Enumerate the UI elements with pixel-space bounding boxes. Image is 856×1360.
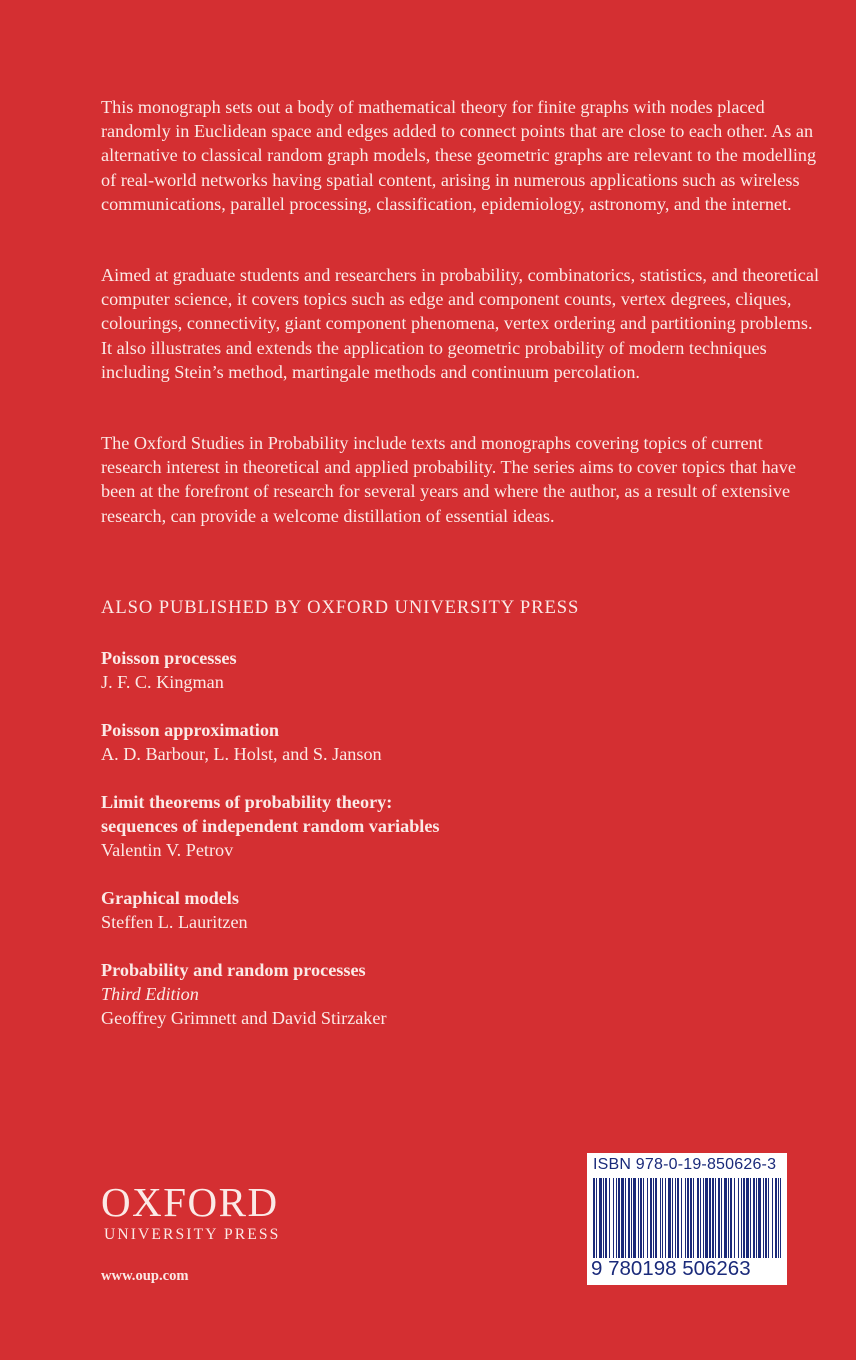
barcode-bar: [613, 1178, 614, 1258]
barcode-bar: [685, 1178, 686, 1258]
barcode-bar: [772, 1178, 773, 1258]
book-authors: A. D. Barbour, L. Holst, and S. Janson: [101, 744, 382, 764]
book-title: Poisson approximation: [101, 720, 280, 740]
barcode-bar: [724, 1178, 727, 1258]
barcode-bar: [675, 1178, 676, 1258]
book-item: [101, 718, 801, 766]
publisher-website: www.oup.com: [101, 1268, 189, 1284]
barcode-bar: [780, 1178, 781, 1258]
book-authors: Geoffrey Grimnett and David Stirzaker: [101, 1008, 387, 1028]
barcode-bar: [778, 1178, 779, 1258]
barcode-bar: [690, 1178, 692, 1258]
barcode-bar: [775, 1178, 777, 1258]
barcode-bar: [741, 1178, 742, 1258]
book-edition: Third Edition: [101, 984, 199, 1004]
barcode-bar: [628, 1178, 630, 1258]
barcode-bar: [703, 1178, 704, 1258]
barcode-bar: [633, 1178, 636, 1258]
barcode-bar: [665, 1178, 666, 1258]
book-authors: Valentin V. Petrov: [101, 840, 234, 860]
barcode-bar: [640, 1178, 642, 1258]
barcode-bars-icon: [593, 1178, 781, 1258]
barcode-bar: [746, 1178, 749, 1258]
isbn-label: ISBN 978-0-19-850626-3: [593, 1156, 777, 1173]
barcode-bar: [753, 1178, 755, 1258]
barcode-bar: [728, 1178, 729, 1258]
barcode-bar: [705, 1178, 708, 1258]
book-item: [101, 958, 801, 1030]
barcode-bar: [700, 1178, 701, 1258]
barcode-bar: [618, 1178, 620, 1258]
barcode-bar: [715, 1178, 716, 1258]
barcode-bar: [638, 1178, 639, 1258]
barcode-bar: [687, 1178, 689, 1258]
barcode-bar: [599, 1178, 602, 1258]
barcode-bar: [763, 1178, 764, 1258]
barcode-bar: [697, 1178, 699, 1258]
barcode-bar: [647, 1178, 648, 1258]
barcode-bar: [712, 1178, 714, 1258]
barcode-bar: [730, 1178, 732, 1258]
publisher-logo: OXFORD: [101, 1179, 279, 1225]
barcode-bar: [743, 1178, 745, 1258]
barcode-bar: [765, 1178, 767, 1258]
barcode-bar: [662, 1178, 663, 1258]
barcode-bar: [738, 1178, 739, 1258]
book-title: Poisson processes: [101, 648, 237, 668]
barcode-bar: [768, 1178, 769, 1258]
barcode-bar: [605, 1178, 607, 1258]
barcode-bar: [756, 1178, 757, 1258]
barcode-bar: [616, 1178, 617, 1258]
barcode-bar: [653, 1178, 654, 1258]
barcode-bar: [709, 1178, 711, 1258]
barcode-bar: [677, 1178, 679, 1258]
barcode-bar: [603, 1178, 604, 1258]
barcode-bar: [631, 1178, 632, 1258]
book-item: [101, 646, 801, 694]
barcode-bar: [672, 1178, 673, 1258]
barcode-bar: [625, 1178, 626, 1258]
isbn-digits: 9 780198 506263: [591, 1257, 751, 1280]
book-title: Limit theorems of probability theory:: [101, 792, 393, 812]
book-title-continued: sequences of independent random variables: [101, 816, 440, 836]
book-authors: Steffen L. Lauritzen: [101, 912, 248, 932]
barcode-bar: [593, 1178, 595, 1258]
barcode-bar: [721, 1178, 722, 1258]
book-list: [101, 646, 801, 1054]
barcode-bar: [643, 1178, 644, 1258]
book-title: Graphical models: [101, 888, 239, 908]
barcode-bar: [750, 1178, 751, 1258]
barcode-bar: [668, 1178, 671, 1258]
barcode-bar: [655, 1178, 657, 1258]
barcode-bar: [650, 1178, 652, 1258]
barcode-bar: [596, 1178, 597, 1258]
barcode-bar: [734, 1178, 735, 1258]
book-authors: J. F. C. Kingman: [101, 672, 224, 692]
barcode-bar: [681, 1178, 682, 1258]
publisher-subtitle: UNIVERSITY PRESS: [104, 1226, 281, 1243]
barcode-bar: [621, 1178, 624, 1258]
barcode-bar: [660, 1178, 661, 1258]
blurb-paragraph-3: The Oxford Studies in Probability include texts and monographs covering topics of current research interest in theoretical and applied probability. The series aims to cover topics that have been at the forefront of research for several years and where the author, as a result of extensive research, can provide a welcome distillation of essential ideas.: [101, 433, 796, 526]
barcode-bar: [609, 1178, 610, 1258]
blurb-paragraph-1: This monograph sets out a body of mathematical theory for finite graphs with nodes placed randomly in Euclidean space and edges added to connect points that are close to each other. As an alternative to classical random graph models, these geometric graphs are relevant to the modelling of real-world networks having spatial content, arising in numerous applications such as wireless communications, parallel processing, classification, epidemiology, astronomy, and the internet.: [101, 97, 817, 214]
also-published-heading: ALSO PUBLISHED BY OXFORD UNIVERSITY PRESS: [101, 597, 580, 618]
barcode-bar: [758, 1178, 761, 1258]
barcode-bar: [693, 1178, 694, 1258]
isbn-barcode: [587, 1153, 787, 1285]
book-title: Probability and random processes: [101, 960, 366, 980]
blurb-paragraph-2: Aimed at graduate students and researchers in probability, combinatorics, statistics, and theoretical computer science, it covers topics such as edge and component counts, vertex degrees, cliques, colourings, connectivity, giant component phenomena, vertex ordering and partitioning problems. It also illustrates and extends the application to geometric probability of modern techniques including Stein’s method, martingale methods and continuum percolation.: [101, 265, 820, 382]
book-item: [101, 790, 801, 862]
barcode-bar: [718, 1178, 720, 1258]
book-item: [101, 886, 801, 934]
